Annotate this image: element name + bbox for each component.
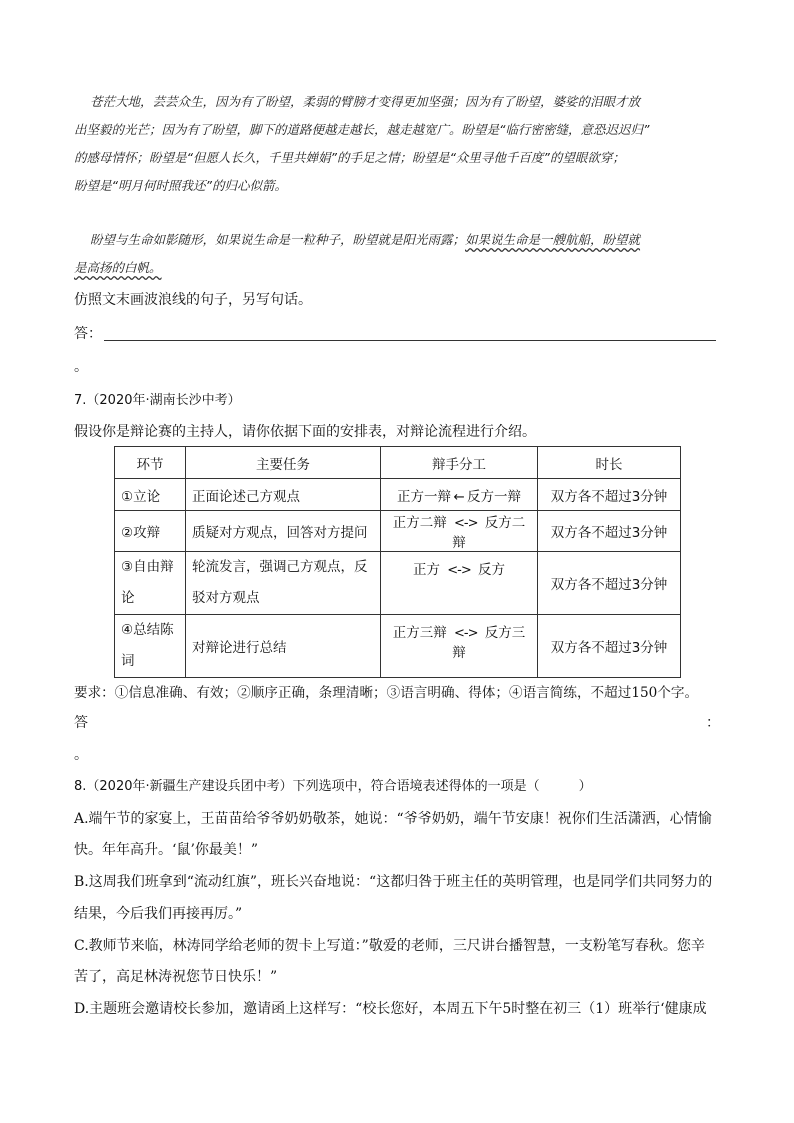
q6-answer-blank[interactable] xyxy=(104,340,716,341)
q7-answer-colon: ： xyxy=(706,715,720,731)
q8-option-line: A.端午节的家宴上，王苗苗给爷爷奶奶敬茶，她说：“爷爷奶奶，端午节安康！祝你们生活潇洒，心情愉 xyxy=(74,811,712,827)
double-arrow-icon: <-> xyxy=(447,563,471,578)
q7-requirement: 要求：①信息准确、有效；②顺序正确，条理清晰；③语言明确、得体；④语言简练，不超过150个字。 xyxy=(74,685,699,701)
passage-text-plain: 盼望与生命如影随形，如果说生命是一粒种子，盼望就是阳光雨露； xyxy=(90,232,466,247)
wavy-underlined-sentence-end: 是高扬的白帆。 xyxy=(74,260,162,275)
speaker-left: 正方二辩 xyxy=(392,515,447,531)
q7-heading: 7.（2020年·湖南长沙中考） xyxy=(74,393,241,408)
passage-line: 盼望是“明月何时照我还”的归心似箭。 xyxy=(74,178,287,193)
q8-option-line: 苦了，高足林涛祝您节日快乐！” xyxy=(74,969,278,985)
task-cell xyxy=(186,552,381,615)
q8-heading: 8.（2020年·新疆生产建设兵团中考）下列选项中，符合语境表述得体的一项是（ ） xyxy=(74,779,592,794)
task-text: 轮流发言，强调己方观点，反 xyxy=(192,559,368,575)
speakers-cell xyxy=(381,615,538,678)
table-row xyxy=(115,511,681,552)
stage-text: ③自由辩 xyxy=(121,559,174,575)
q6-instruction: 仿照文末画波浪线的句子，另写句话。 xyxy=(74,292,312,308)
q8-option-line: D.主题班会邀请校长参加，邀请函上这样写：“校长您好，本周五下午5时整在初三（1）班举行‘健康成 xyxy=(74,1001,707,1017)
q6-end-mark: 。 xyxy=(74,359,88,375)
time-cell: 双方各不超过3分钟 xyxy=(538,511,681,552)
table-row xyxy=(115,479,681,511)
q6-answer-label: 答： xyxy=(74,326,102,342)
time-cell: 双方各不超过3分钟 xyxy=(538,479,681,511)
task-cell: 质疑对方观点，回答对方提问 xyxy=(186,511,381,552)
passage-paragraph-1 xyxy=(74,88,722,200)
passage-line: 的感母情怀；盼望是“但愿人长久，千里共婵娟”的手足之情；盼望是“众里寻他千百度”的望眼欲穿； xyxy=(74,150,625,165)
table-row xyxy=(115,552,681,615)
table-header-cell: 辩手分工 xyxy=(381,447,538,479)
stage-text: 词 xyxy=(121,653,135,669)
q7-answer-label: 答 xyxy=(74,715,88,731)
speakers-cell xyxy=(381,479,538,511)
table-header-cell: 时长 xyxy=(538,447,681,479)
stage-text: ④总结陈 xyxy=(121,622,174,638)
table-header-cell: 主要任务 xyxy=(186,447,381,479)
passage-line xyxy=(74,254,722,282)
double-arrow-icon: <-> xyxy=(454,516,478,531)
speaker-left: 正方三辩 xyxy=(392,625,447,641)
speakers-cell xyxy=(381,552,538,615)
q8-option-line: B.这周我们班拿到“流动红旗”，班长兴奋地说：“这都归咎于班主任的英明管理，也是同学们共同努力的 xyxy=(74,874,713,890)
q8-option-line: C.教师节来临，林涛同学给老师的贺卡上写道：”敬爱的老师，三尺讲台播智慧，一支粉笔写春秋。您辛 xyxy=(74,938,705,954)
q7-end-mark: 。 xyxy=(74,747,88,763)
stage-text: 论 xyxy=(121,590,135,606)
double-arrow-icon: <-> xyxy=(454,626,478,641)
passage-line: 苍茫大地，芸芸众生，因为有了盼望，柔弱的臂膀才变得更加坚强；因为有了盼望，婆娑的泪眼才放 xyxy=(90,94,641,109)
time-cell: 双方各不超过3分钟 xyxy=(538,552,681,615)
speakers-cell xyxy=(381,511,538,552)
passage-line xyxy=(74,226,722,254)
speaker-right: 反方 xyxy=(478,562,505,578)
speaker-left: 正方一辩 xyxy=(397,488,451,505)
task-cell: 正面论述己方观点 xyxy=(186,479,381,511)
speaker-right: 反方二辩 xyxy=(452,515,526,551)
passage-line: 出坚毅的光芒；因为有了盼望，脚下的道路便越走越长，越走越宽广。盼望是“临行密密缝，意恐迟迟归” xyxy=(74,122,650,137)
task-text: 驳对方观点 xyxy=(192,590,260,606)
stage-cell: ②攻辩 xyxy=(115,511,186,552)
speaker-right: 反方一辩 xyxy=(467,488,521,505)
wavy-underlined-sentence: 如果说生命是一艘航船，盼望就 xyxy=(465,232,641,247)
stage-cell xyxy=(115,552,186,615)
q8-option-line: 结果，今后我们再接再厉。” xyxy=(74,906,243,922)
speaker-right: 反方三辩 xyxy=(452,625,526,661)
time-cell: 双方各不超过3分钟 xyxy=(538,615,681,678)
q8-option-line: 快。年年高升。‘鼠’你最美！” xyxy=(74,842,259,858)
debate-schedule-table xyxy=(114,446,681,678)
task-cell: 对辩论进行总结 xyxy=(186,615,381,678)
stage-cell: ①立论 xyxy=(115,479,186,511)
speaker-left: 正方 xyxy=(413,562,440,578)
passage-paragraph-2 xyxy=(74,226,722,282)
table-header-cell: 环节 xyxy=(115,447,186,479)
arrow-left-icon: ← xyxy=(453,488,465,505)
stage-cell xyxy=(115,615,186,678)
table-row xyxy=(115,615,681,678)
table-header-row xyxy=(115,447,681,479)
q7-prompt: 假设你是辩论赛的主持人，请你依据下面的安排表，对辩论流程进行介绍。 xyxy=(74,424,536,440)
